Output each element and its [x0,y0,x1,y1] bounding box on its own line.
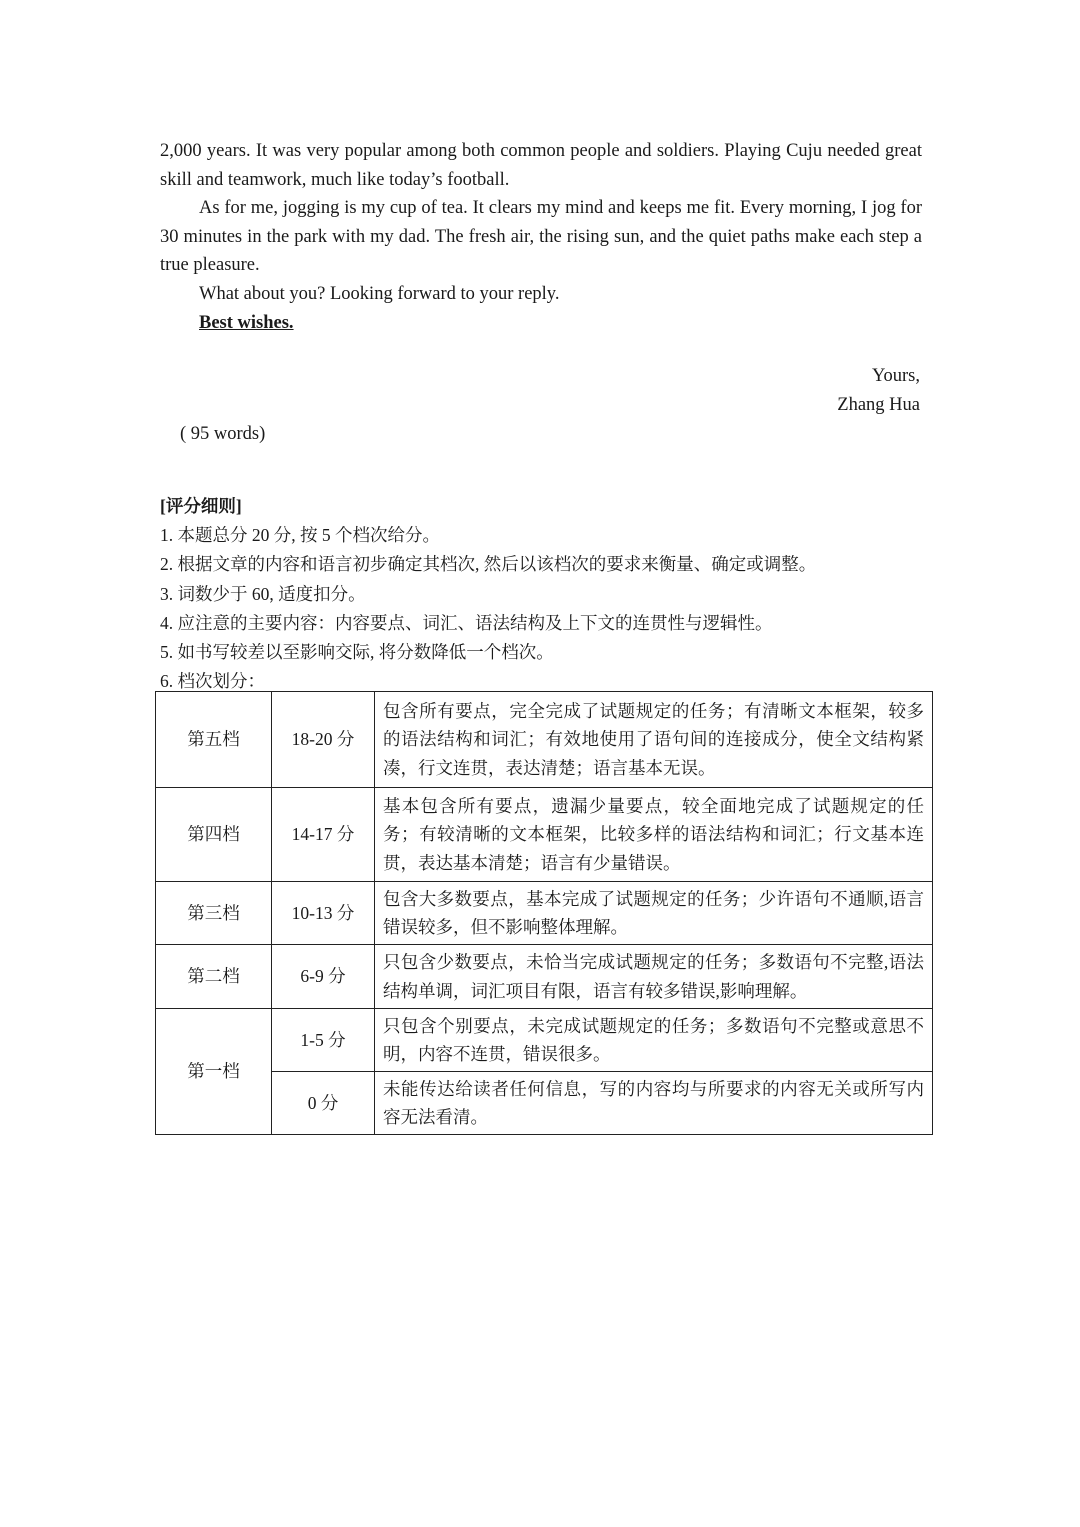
letter-paragraph-3: What about you? Looking forward to your reply. [199,283,560,304]
letter-signature: Zhang Hua [837,395,920,415]
letter-best-wishes: Best wishes. [199,312,294,333]
rubric-rule: 6. 档次划分： [160,671,265,692]
table-row [156,945,933,1009]
rubric-rule: 3. 词数少于 60, 适度扣分。 [160,583,366,604]
scoring-rubric [160,492,940,696]
grade-description-cell: 基本包含所有要点，遗漏少量要点，较全面地完成了试题规定的任务；有较清晰的文本框架，比较多样的语法结构和词汇；行文基本连贯，表达基本清楚；语言有少量错误。 [375,788,933,882]
rubric-rule: 5. 如书写较差以至影响交际, 将分数降低一个档次。 [160,642,554,663]
grade-level-cell: 第四档 [156,788,272,882]
grade-description-cell: 只包含个别要点，未完成试题规定的任务；多数语句不完整或意思不明，内容不连贯，错误很多。 [375,1009,933,1072]
grade-score-cell: 10-13 分 [272,882,375,945]
sample-letter [160,137,922,337]
grade-level-cell: 第二档 [156,945,272,1009]
grade-level-cell: 第三档 [156,882,272,945]
rubric-rule: 1. 本题总分 20 分, 按 5 个档次给分。 [160,525,440,546]
letter-paragraph-2: As for me, jogging is my cup of tea. It clears my mind and keeps me fit. Every morning, I jog for 30 minutes in the park with my dad. The fresh air, the rising sun, and the quiet paths make each step a true pleasure. [160,198,922,276]
rubric-rule: 2. 根据文章的内容和语言初步确定其档次, 然后以该档次的要求来衡量、确定或调整。 [160,554,817,575]
grade-score-cell: 6-9 分 [272,945,375,1009]
table-row [156,1009,933,1072]
grade-description-cell: 包含所有要点，完全完成了试题规定的任务；有清晰文本框架，较多的语法结构和词汇；有效地使用了语句间的连接成分，使全文结构紧凑，行文连贯，表达清楚；语言基本无误。 [375,692,933,788]
letter-paragraph-1: 2,000 years. It was very popular among both common people and soldiers. Playing Cuju needed great skill and teamwork, much like today’s football. [160,141,922,190]
grade-table [155,691,933,1135]
grade-score-cell: 18-20 分 [272,692,375,788]
table-row [156,882,933,945]
table-row [156,788,933,882]
letter-closing: Yours, [872,366,920,386]
table-row [156,692,933,788]
grade-score-cell: 14-17 分 [272,788,375,882]
grade-score-cell: 0 分 [272,1072,375,1135]
rubric-heading: [评分细则] [160,496,242,516]
grade-level-cell: 第五档 [156,692,272,788]
grade-level-cell: 第一档 [156,1009,272,1135]
grade-description-cell: 只包含少数要点，未恰当完成试题规定的任务；多数语句不完整,语法结构单调，词汇项目有限，语言有较多错误,影响理解。 [375,945,933,1009]
table-row [156,1072,933,1135]
grade-description-cell: 包含大多数要点，基本完成了试题规定的任务；少许语句不通顺,语言错误较多，但不影响整体理解。 [375,882,933,945]
word-count: ( 95 words) [180,424,266,444]
grade-description-cell: 未能传达给读者任何信息，写的内容均与所要求的内容无关或所写内容无法看清。 [375,1072,933,1135]
rubric-rule: 4. 应注意的主要内容：内容要点、词汇、语法结构及上下文的连贯性与逻辑性。 [160,612,773,633]
grade-score-cell: 1-5 分 [272,1009,375,1072]
